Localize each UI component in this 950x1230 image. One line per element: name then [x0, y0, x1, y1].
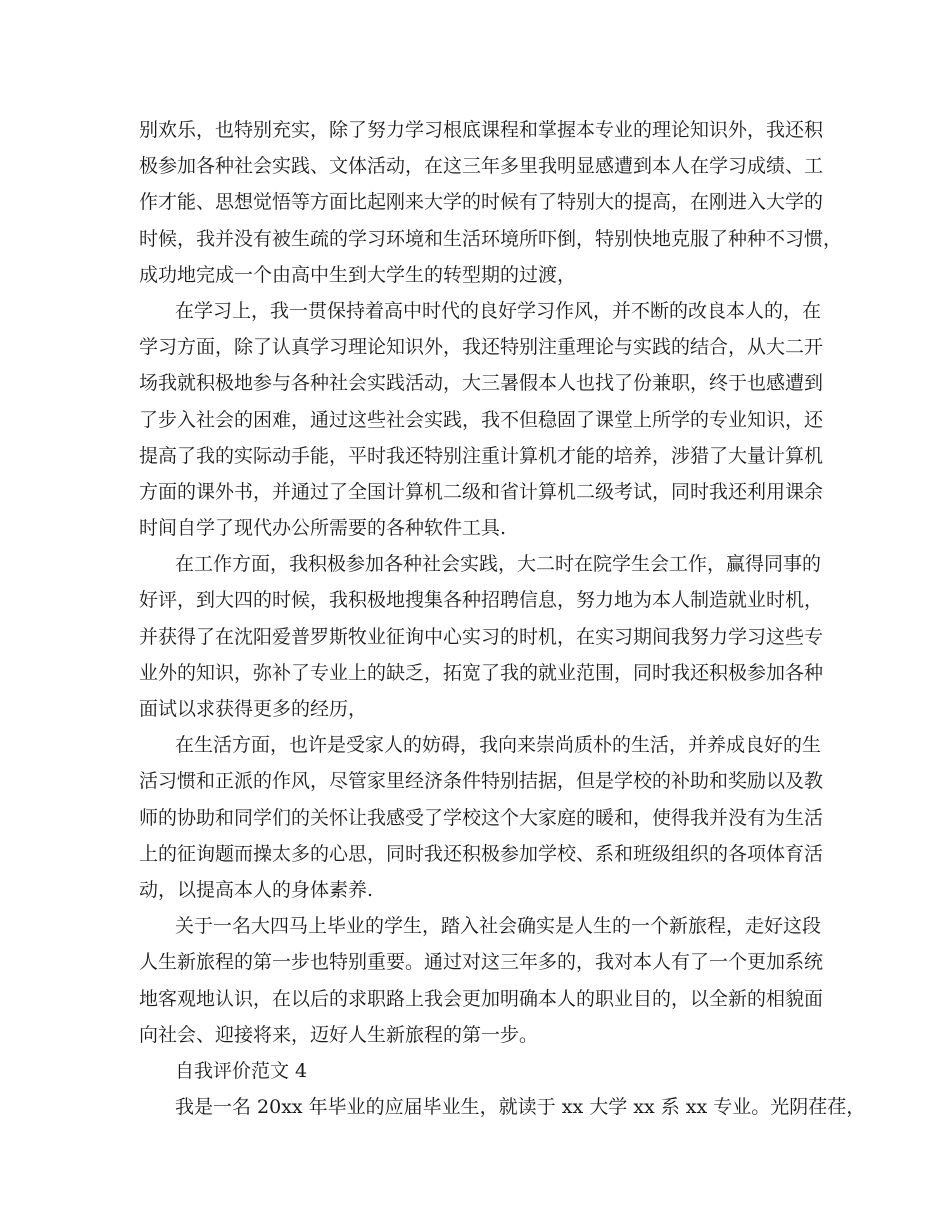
text-line: 我是一名 20xx 年毕业的应届毕业生，就读于 xx 大学 xx 系 xx 专业。光阴荏荏，	[175, 1096, 866, 1119]
text-line: 好评，到大四的时候，我积极地搜集各种招聘信息，努力地为本人制造就业时机，	[139, 589, 824, 612]
text-line: 面试以求获得更多的经历，	[139, 698, 368, 720]
text-line: 别欢乐，也特别充实，除了努力学习根底课程和掌握本专业的理论知识外，我还积	[139, 119, 824, 141]
text-line: 时候，我并没有被生疏的学习环境和生活环境所吓倒，特别快地克服了种种不习惯，	[139, 227, 843, 250]
text-line: 业外的知识，弥补了专业上的缺乏，拓宽了我的就业范围，同时我还积极参加各种	[139, 661, 824, 684]
text-line: 活习惯和正派的作风，尽管家里经济条件特别拮据，但是学校的补助和奖励以及教	[139, 770, 824, 793]
text-line: 人生新旅程的第一步也特别重要。通过对这三年多的，我对本人有了一个更加系统	[139, 951, 824, 974]
text-line: 了步入社会的困难，通过这些社会实践，我不但稳固了课堂上所学的专业知识，还	[139, 408, 824, 431]
text-line: 极参加各种社会实践、文体活动，在这三年多里我明显感遭到本人在学习成绩、工	[139, 155, 824, 178]
text-line: 作才能、思想觉悟等方面比起刚来大学的时候有了特别大的提高，在刚进入大学的	[139, 191, 824, 214]
text-line: 学习方面，除了认真学习理论知识外，我还特别注重理论与实践的结合，从大二开	[139, 336, 824, 359]
text-line: 关于一名大四马上毕业的学生，踏入社会确实是人生的一个新旅程，走好这段	[175, 915, 822, 938]
text-line: 地客观地认识，在以后的求职路上我会更加明确本人的职业目的，以全新的相貌面	[139, 987, 824, 1010]
text-line: 动，以提高本人的身体素养.	[139, 878, 374, 901]
text-line: 方面的课外书，并通过了全国计算机二级和省计算机二级考试，同时我还利用课余	[139, 480, 824, 503]
text-line: 并获得了在沈阳爱普罗斯牧业征询中心实习的时机，在实习期间我努力学习这些专	[139, 625, 824, 648]
text-line: 自我评价范文 4	[175, 1059, 308, 1082]
text-line: 提高了我的实际动手能，平时我还特别注重计算机才能的培养，涉猎了大量计算机	[139, 444, 824, 467]
text-line: 在工作方面，我积极参加各种社会实践，大二时在院学生会工作，赢得同事的	[175, 553, 822, 576]
text-line: 上的征询题而操太多的心思，同时我还积极参加学校、系和班级组织的各项体育活	[139, 842, 824, 865]
text-line: 在学习上，我一贯保持着高中时代的良好学习作风，并不断的改良本人的，在	[175, 299, 822, 322]
text-line: 成功地完成一个由高中生到大学生的转型期的过渡，	[139, 263, 577, 286]
text-line: 场我就积极地参与各种社会实践活动，大三暑假本人也找了份兼职，终于也感遭到	[139, 372, 824, 395]
text-line: 时间自学了现代办公所需要的各种软件工具.	[139, 517, 507, 540]
text-line: 在生活方面，也许是受家人的妨碍，我向来崇尚质朴的生活，并养成良好的生	[175, 734, 822, 757]
text-line: 向社会、迎接将来，迈好人生新旅程的第一步。	[139, 1023, 539, 1046]
text-line: 师的协助和同学们的关怀让我感受了学校这个大家庭的暖和，使得我并没有为生活	[139, 806, 824, 829]
document-body	[139, 112, 866, 1125]
